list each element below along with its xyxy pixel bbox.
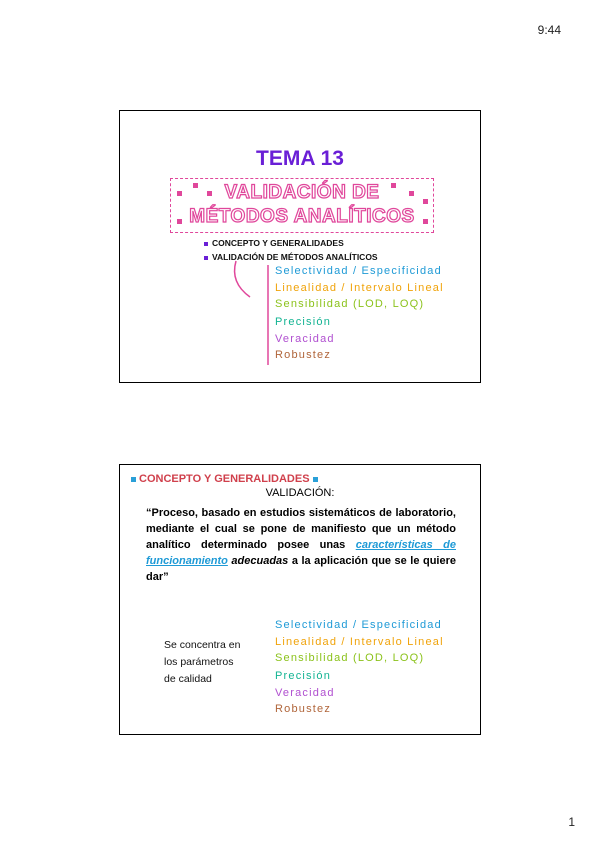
param-robustez: Robustez xyxy=(275,349,332,361)
concentra-line: de calidad xyxy=(164,673,212,685)
bullet-square-icon xyxy=(131,477,136,482)
quote-italic: adecuadas xyxy=(231,555,289,567)
title-banner xyxy=(170,178,434,233)
param-sensibilidad: Sensibilidad (LOD, LOQ) xyxy=(275,298,425,310)
concentra-line: los parámetros xyxy=(164,656,234,668)
slide-2 xyxy=(119,464,481,735)
bullet-text: VALIDACIÓN DE MÉTODOS ANALÍTICOS xyxy=(212,252,378,262)
bullet-square-icon xyxy=(313,477,318,482)
param-precision: Precisión xyxy=(275,316,332,328)
param-linealidad: Linealidad / Intervalo Lineal xyxy=(275,636,444,648)
param-sensibilidad: Sensibilidad (LOD, LOQ) xyxy=(275,652,425,664)
clock-time: 9:44 xyxy=(537,23,561,37)
banner-line-2: MÉTODOS ANALÍTICOS xyxy=(189,206,415,227)
bullet-square-icon xyxy=(204,256,208,260)
definition-quote xyxy=(146,505,456,585)
section-heading xyxy=(128,473,321,485)
banner-line-1: VALIDACIÓN DE xyxy=(224,182,380,203)
slide-title: TEMA 13 xyxy=(256,147,344,170)
quote-text: “Proceso, basado en estudios sistemáticos de laboratorio, mediante el cual se pone de manifiesto que un método analítico determinado posee unas xyxy=(146,507,456,551)
quote-link: características de funcionamiento xyxy=(146,539,456,567)
concentra-line: Se concentra en xyxy=(164,639,241,651)
bullet-item xyxy=(204,238,344,248)
bullet-text: CONCEPTO Y GENERALIDADES xyxy=(212,238,344,248)
param-selectividad: Selectividad / Especificidad xyxy=(275,619,442,631)
param-selectividad: Selectividad / Especificidad xyxy=(275,265,442,277)
page-number: 1 xyxy=(568,815,575,829)
param-robustez: Robustez xyxy=(275,703,332,715)
section-heading-text: CONCEPTO Y GENERALIDADES xyxy=(139,473,310,485)
slide-1 xyxy=(119,110,481,383)
bullet-square-icon xyxy=(204,242,208,246)
param-veracidad: Veracidad xyxy=(275,333,335,345)
quote-text-end: a la aplicación que se le quiere dar” xyxy=(146,555,457,583)
param-veracidad: Veracidad xyxy=(275,687,335,699)
subheading: VALIDACIÓN: xyxy=(265,487,335,499)
param-linealidad: Linealidad / Intervalo Lineal xyxy=(275,282,444,294)
param-precision: Precisión xyxy=(275,670,332,682)
